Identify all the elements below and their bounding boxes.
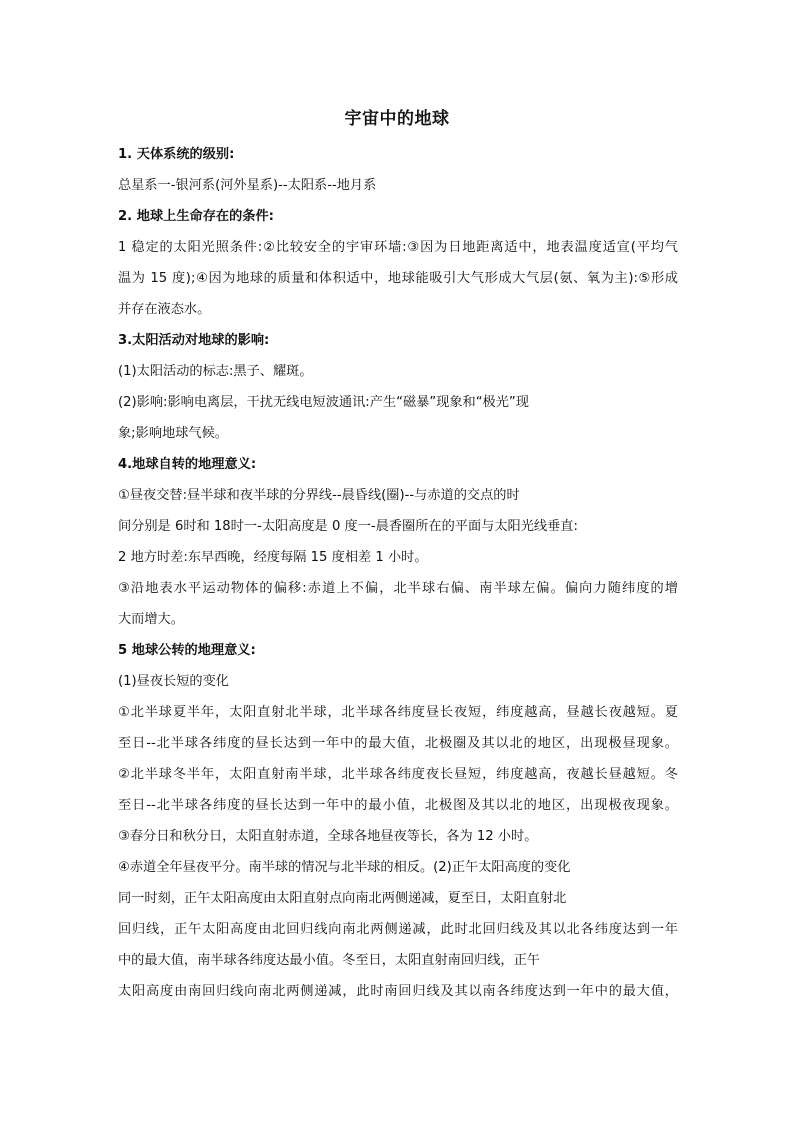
paragraph-line: 并存在液态水。 bbox=[118, 302, 211, 317]
paragraph-line: 2 地方时差:东早西晚，经度每隔 15 度相差 1 小时。 bbox=[118, 550, 428, 565]
paragraph-line: 同一时刻，正午太阳高度由太阳直射点向南北两侧递减，夏至日，太阳直射北 bbox=[118, 891, 567, 906]
paragraph-line: 至日--北半球各纬度的昼长达到一年中的最大值，北极圈及其以北的地区，出现极昼现象。 bbox=[118, 736, 678, 751]
paragraph-line: ②北半球冬半年，太阳直射南半球，北半球各纬度夜长昼短，纬度越高，夜越长昼越短。冬 bbox=[118, 767, 678, 782]
section-heading-1: 1. 天体系统的级别: bbox=[118, 147, 235, 162]
paragraph-line: ①北半球夏半年，太阳直射北半球，北半球各纬度昼长夜短，纬度越高，昼越长夜越短。夏 bbox=[118, 705, 678, 720]
section-heading-4: 4.地球自转的地理意义: bbox=[118, 457, 257, 472]
paragraph-line: 大而增大。 bbox=[118, 612, 184, 627]
paragraph-line: 至日--北半球各纬度的昼长达到一年中的最小值，北极图及其以北的地区，出现极夜现象。 bbox=[118, 798, 678, 813]
paragraph-line: 中的最大值，南半球各纬度达最小值。冬至日，太阳直射南回归线，正午 bbox=[118, 953, 540, 968]
paragraph-line: 象;影响地球气候。 bbox=[118, 426, 228, 441]
paragraph-line: ①昼夜交替:昼半球和夜半球的分界线--晨昏线(圈)--与赤道的交点的时 bbox=[118, 488, 520, 503]
paragraph-line: 1 稳定的太阳光照条件:②比较安全的宇审环墙:③因为日地距离适中，地表温度适宣(平均气 bbox=[118, 240, 678, 255]
paragraph-line: (2)影响:影响电离层，干扰无线电短波通讯:产生“磁暴”现象和“极光”现 bbox=[118, 395, 529, 410]
paragraph-line: 回归线，正午太阳高度由北回归线向南北两侧递减，此时北回归线及其以北各纬度达到一年 bbox=[118, 922, 678, 937]
paragraph-line: ③春分日和秋分日，太阳直射赤道，全球各地昼夜等长，各为 12 小时。 bbox=[118, 829, 538, 844]
paragraph-line: ④赤道全年昼夜平分。南半球的情况与北半球的相反。(2)正午太阳高度的变化 bbox=[118, 860, 571, 875]
paragraph-line: ③沿地表水平运动物体的偏移:赤道上不偏，北半球右偏、南半球左偏。偏向力随纬度的增 bbox=[118, 581, 678, 596]
section-heading-3: 3.太阳活动对地球的影响: bbox=[118, 333, 270, 348]
page-title: 宇宙中的地球 bbox=[344, 109, 450, 129]
section-heading-2: 2. 地球上生命存在的条件: bbox=[118, 209, 274, 224]
section-heading-5: 5 地球公转的地理意义: bbox=[118, 643, 256, 658]
paragraph-line: 总星系一-银河系(河外星系)--太阳系--地月系 bbox=[118, 178, 377, 193]
paragraph-line: 温为 15 度);④因为地球的质量和体积适中，地球能吸引大气形成大气层(氨、氧为主):⑤形成 bbox=[118, 271, 678, 286]
paragraph-line: 间分别是 6时和 18时一-太阳高度是 0 度一-晨香圈所在的平面与太阳光线垂直: bbox=[118, 519, 578, 534]
paragraph-line: 太阳高度由南回归线向南北两侧递减，此时南回归线及其以南各纬度达到一年中的最大值， bbox=[118, 984, 678, 999]
paragraph-line: (1)太阳活动的标志:黑子、耀斑。 bbox=[118, 364, 313, 379]
paragraph-line: (1)昼夜长短的变化 bbox=[118, 674, 229, 689]
